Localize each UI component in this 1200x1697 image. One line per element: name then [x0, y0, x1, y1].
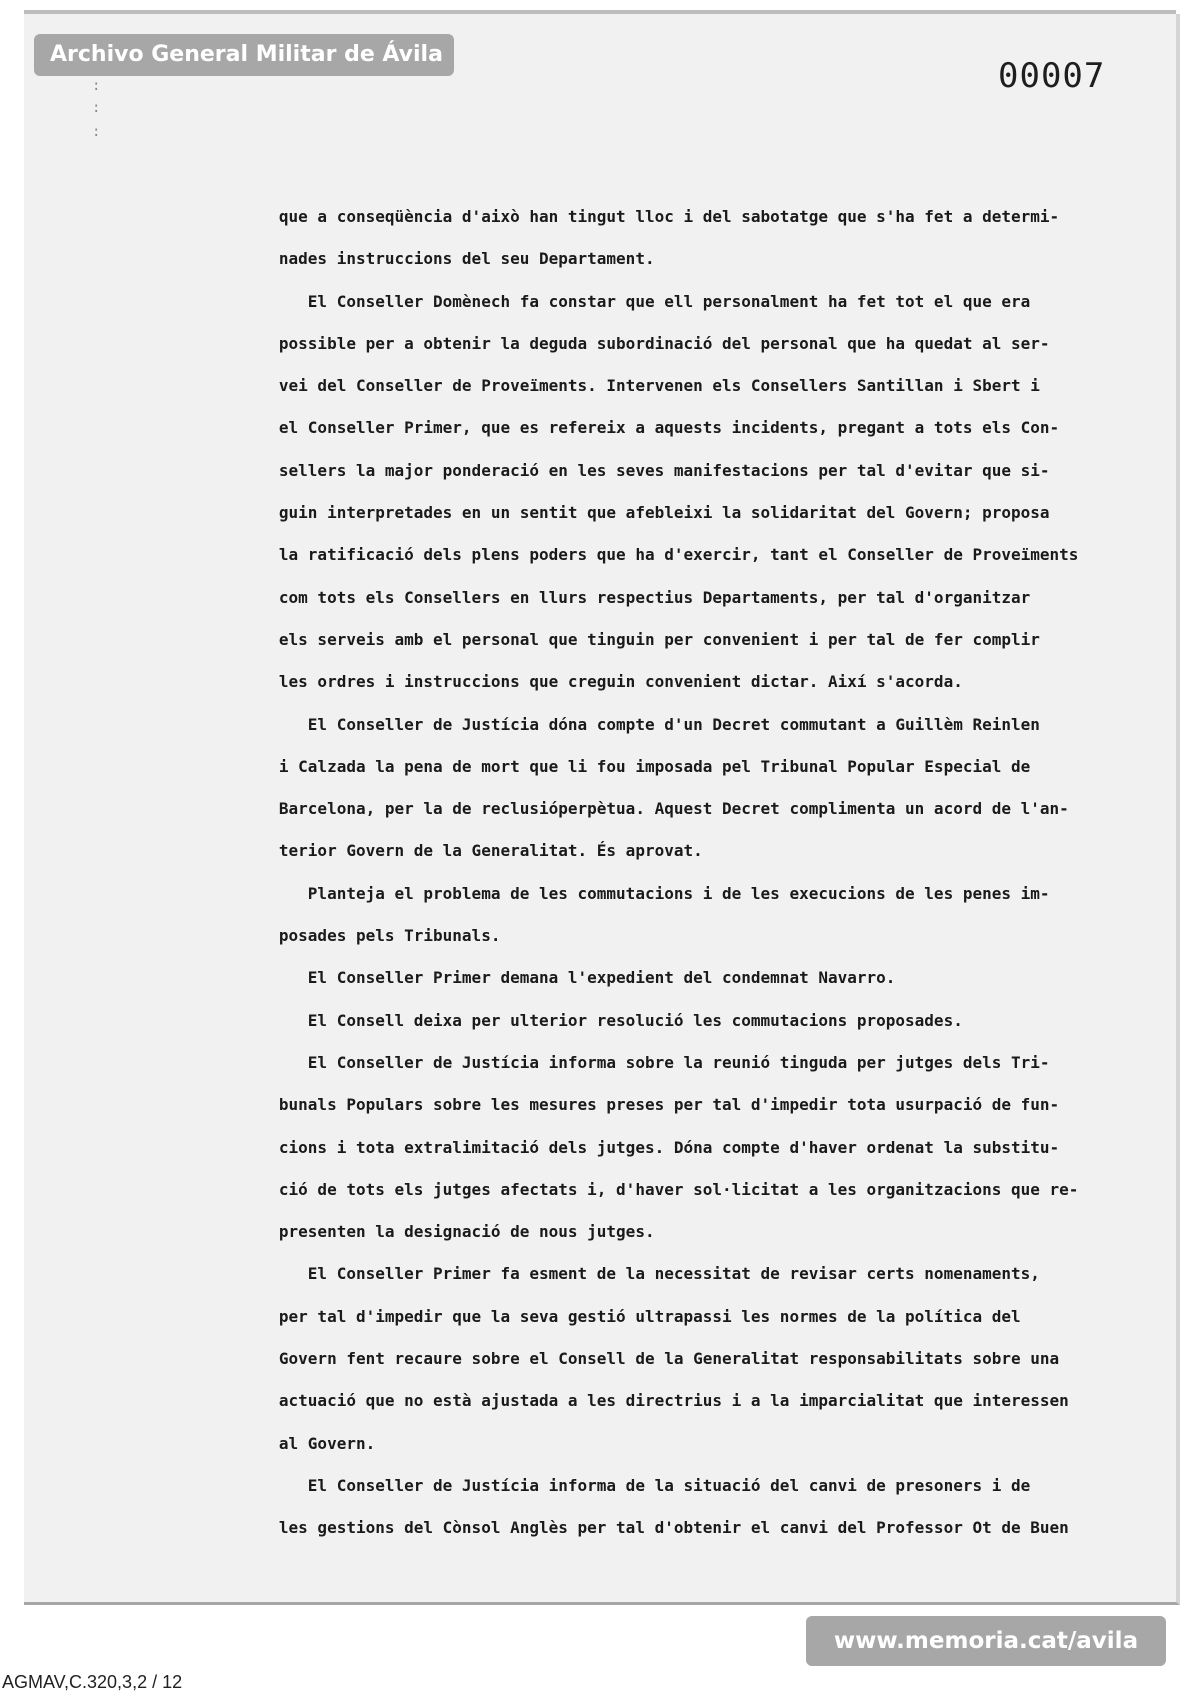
page-number: 00007: [998, 56, 1106, 96]
text-line: les gestions del Cònsol Anglès per tal d'obtenir el canvi del Professor Ot de Buen: [250, 1518, 1069, 1538]
text-line: les ordres i instruccions que creguin convenient dictar. Així s'acorda.: [250, 672, 963, 692]
margin-mark: :: [92, 78, 103, 94]
text-line: El Conseller de Justícia informa sobre la reunió tinguda per jutges dels Tri-: [250, 1052, 1050, 1072]
text-line: El Conseller Primer fa esment de la necessitat de revisar certs nomenaments,: [250, 1264, 1040, 1284]
text-line: terior Govern de la Generalitat. És aprovat.: [250, 841, 703, 861]
text-line: la ratificació dels plens poders que ha d'exercir, tant el Conseller de Proveïments: [250, 545, 1079, 565]
text-line: que a conseqüència d'això han tingut lloc i del sabotatge que s'ha fet a determi-: [250, 207, 1060, 226]
text-line: guin interpretades en un sentit que afebleixi la solidaritat del Govern; proposa: [250, 503, 1050, 523]
text-line: actuació que no està ajustada a les directrius i a la imparcialitat que interessen: [250, 1391, 1069, 1411]
text-line: Barcelona, per la de reclusióperpètua. Aquest Decret complimenta un acord de l'an-: [250, 799, 1069, 819]
text-line: possible per a obtenir la deguda subordinació del personal que ha quedat al ser-: [250, 333, 1050, 353]
text-line: El Conseller Domènech fa constar que ell personalment ha fet tot el que era: [250, 291, 1031, 311]
text-line: com tots els Consellers en llurs respectius Departaments, per tal d'organitzar: [250, 587, 1031, 607]
text-line: bunals Populars sobre les mesures preses per tal d'impedir tota usurpació de fun-: [250, 1095, 1060, 1115]
typewritten-text: [250, 196, 1170, 1550]
text-line: El Conseller de Justícia informa de la situació del canvi de presoners i de: [250, 1475, 1031, 1495]
text-line: els serveis amb el personal que tinguin per convenient i per tal de fer complir: [250, 629, 1040, 649]
text-line: El Consell deixa per ulterior resolució les commutacions proposades.: [250, 1010, 963, 1030]
margin-mark: :: [92, 100, 103, 116]
text-line: vei del Conseller de Proveïments. Intervenen els Consellers Santillan i Sbert i: [250, 376, 1040, 396]
text-line: El Conseller Primer demana l'expedient del condemnat Navarro.: [250, 968, 896, 988]
text-line: posades pels Tribunals.: [250, 926, 501, 946]
text-line: ció de tots els jutges afectats i, d'haver sol·licitat a les organitzacions que re-: [250, 1179, 1079, 1199]
archive-reference: AGMAV,C.320,3,2 / 12: [2, 1672, 183, 1692]
website-watermark: www.memoria.cat/avila: [806, 1616, 1166, 1666]
text-line: i Calzada la pena de mort que li fou imposada pel Tribunal Popular Especial de: [250, 756, 1031, 776]
text-line: nades instruccions del seu Departament.: [250, 249, 655, 269]
text-line: El Conseller de Justícia dóna compte d'un Decret commutant a Guillèm Reinlen: [250, 714, 1040, 734]
margin-mark: :: [92, 124, 103, 140]
text-line: sellers la major ponderació en les seves manifestacions per tal d'evitar que si-: [250, 460, 1050, 480]
text-line: al Govern.: [250, 1433, 376, 1453]
text-line: el Conseller Primer, que es refereix a aquests incidents, pregant a tots els Con-: [250, 418, 1060, 438]
archive-watermark: Archivo General Militar de Ávila: [34, 34, 454, 76]
text-line: per tal d'impedir que la seva gestió ultrapassi les normes de la política del: [250, 1306, 1021, 1326]
text-line: Govern fent recaure sobre el Consell de la Generalitat responsabilitats sobre una: [250, 1349, 1060, 1369]
text-line: presenten la designació de nous jutges.: [250, 1222, 655, 1242]
text-line: cions i tota extralimitació dels jutges. Dóna compte d'haver ordenat la substitu-: [250, 1137, 1060, 1157]
text-line: Planteja el problema de les commutacions i de les execucions de les penes im-: [250, 883, 1050, 903]
